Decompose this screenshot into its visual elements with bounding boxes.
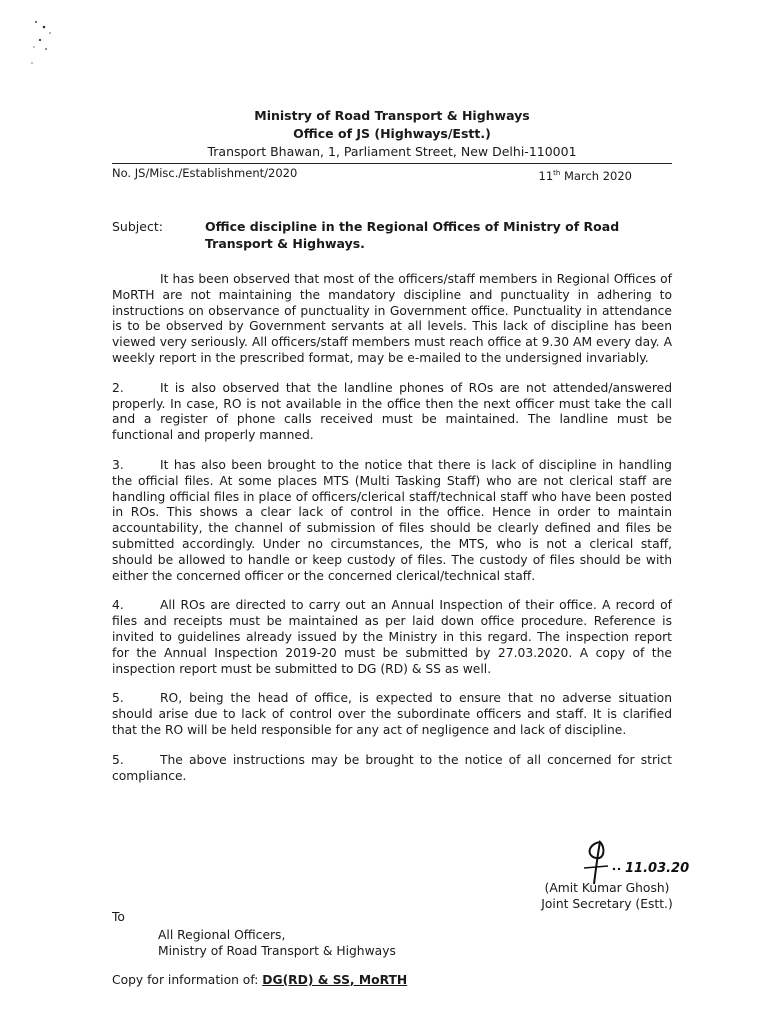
signature-date: 11.03.20 <box>625 861 690 876</box>
letterhead-divider <box>112 163 672 164</box>
paragraph-1 <box>112 272 672 367</box>
ministry-name: Ministry of Road Transport & Highways <box>254 108 530 123</box>
subject-label: Subject: <box>112 219 163 234</box>
paragraph-2 <box>112 381 672 444</box>
reference-number: No. JS/Misc./Establishment/2020 <box>112 166 298 180</box>
paragraph-number: 5. <box>112 691 124 706</box>
paragraph-5 <box>112 691 672 738</box>
addressee-line-2: Ministry of Road Transport & Highways <box>158 944 396 958</box>
paragraph-text: RO, being the head of office, is expected to ensure that no adverse situation should arise due to lack of control over the subordinate officers and staff. It is clarified that the RO will be held responsible for any act of negligence and lack of discipline. <box>112 691 672 737</box>
signatory-designation: Joint Secretary (Estt.) <box>541 897 673 911</box>
date-day: 11 <box>538 169 554 183</box>
paragraph-text: It is also observed that the landline phones of ROs are not attended/answered properly. In case, RO is not available in the office then the next officer must take the call and a register of phone calls received must be maintained. The landline must be functional and properly manned. <box>112 380 672 443</box>
office-address: Transport Bhawan, 1, Parliament Street, New Delhi-110001 <box>207 144 577 159</box>
paragraph-text: It has been observed that most of the officers/staff members in Regional Offices of MoRTH are not maintaining the mandatory discipline and punctuality in adhering to instructions on observance of punctuality in Government office. Punctuality in attendance is to be observed by Government servants at all levels. This lack of discipline has been viewed very seriously. All officers/staff members must reach office at 9.30 AM every day. A weekly report in the prescribed format, may be e-mailed to the undersigned invariably. <box>112 272 672 365</box>
signatory-block <box>512 880 702 912</box>
paragraph-number: 3. <box>112 457 124 472</box>
date-month-year: March 2020 <box>560 169 632 183</box>
subject-text: Office discipline in the Regional Offices of Ministry of Road Transport & Highways. <box>205 219 620 251</box>
reference-line <box>112 166 632 181</box>
paragraph-text: It has also been brought to the notice that there is lack of discipline in handling the official files. At some places MTS (Multi Tasking Staff) who are not clerical staff are handling official files in place of officers/clerical staff/technical staff who have been posted in ROs. This shows a clear lack of control in the office. Hence in order to maintain accountability, the channel of submission of files should be clearly defined and files be submitted accordingly. Under no circumstances, the MTS, who is not a clerical staff, should be allowed to handle or keep custody of files. The custody of files should be with either the concerned officer or the concerned clerical/technical staff. <box>112 457 672 583</box>
letterhead <box>112 107 672 161</box>
paragraph-number: 4. <box>112 598 124 613</box>
scan-specks <box>30 18 70 68</box>
office-name: Office of JS (Highways/Estt.) <box>293 126 491 141</box>
paragraph-number: 2. <box>112 380 124 395</box>
signatory-name: (Amit Kumar Ghosh) <box>544 881 670 895</box>
addressee-line-1: All Regional Officers, <box>158 928 286 942</box>
paragraph-number: 5. <box>112 752 124 767</box>
paragraph-text: All ROs are directed to carry out an Annual Inspection of their office. A record of files and receipts must be maintained as per laid down office procedure. Reference is invited to guidelines already issued by the Ministry in this regard. The inspection report for the Annual Inspection 2019-20 must be submitted by 27.03.2020. A copy of the inspection report must be submitted to DG (RD) & SS as well. <box>112 598 672 676</box>
paragraph-4 <box>112 598 672 677</box>
copy-to-recipient: DG(RD) & SS, MoRTH <box>262 973 408 987</box>
addressee-block <box>158 927 396 959</box>
to-label: To <box>112 910 125 924</box>
date-suffix: th <box>553 169 561 177</box>
letter-date <box>539 166 632 184</box>
paragraph-text: The above instructions may be brought to the notice of all concerned for strict compliance. <box>112 752 672 783</box>
paragraph-3 <box>112 458 672 584</box>
letter-body <box>112 272 672 797</box>
copy-to-line <box>112 973 407 987</box>
paragraph-6 <box>112 753 672 785</box>
copy-to-label: Copy for information of: <box>112 973 263 987</box>
